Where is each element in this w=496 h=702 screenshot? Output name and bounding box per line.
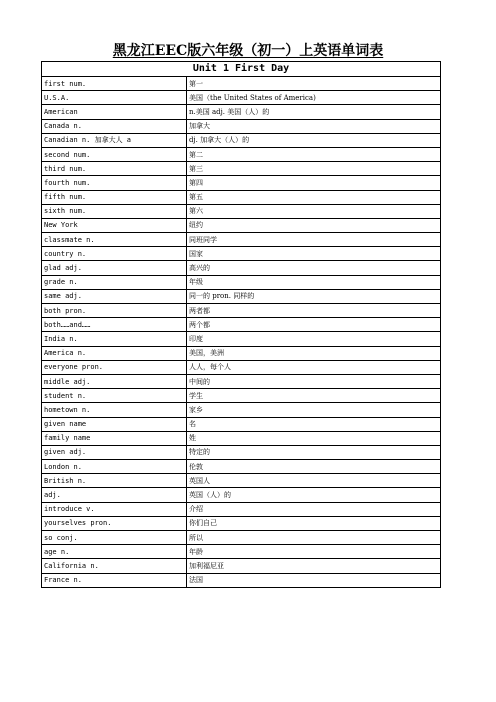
vocab-meaning: 第六 xyxy=(187,204,441,218)
vocab-meaning: 第三 xyxy=(187,162,441,176)
vocab-word: family name xyxy=(42,431,187,445)
vocab-row xyxy=(42,516,441,530)
vocab-word: sixth num. xyxy=(42,204,187,218)
vocab-row xyxy=(42,531,441,545)
vocab-row xyxy=(42,133,441,147)
vocab-meaning: 名 xyxy=(187,417,441,431)
vocab-word: yourselves pron. xyxy=(42,516,187,530)
vocab-word: glad adj. xyxy=(42,261,187,275)
vocab-meaning: 高兴的 xyxy=(187,261,441,275)
vocab-word: France n. xyxy=(42,573,187,587)
vocab-word: second num. xyxy=(42,147,187,161)
vocab-meaning: 两个都 xyxy=(187,318,441,332)
vocab-word: British n. xyxy=(42,474,187,488)
vocabulary-table xyxy=(41,61,441,588)
vocab-word: age n. xyxy=(42,545,187,559)
vocab-row xyxy=(42,389,441,403)
vocab-row xyxy=(42,77,441,91)
vocab-word: student n. xyxy=(42,389,187,403)
vocab-row xyxy=(42,431,441,445)
vocab-row xyxy=(42,573,441,587)
vocab-row xyxy=(42,304,441,318)
vocab-row xyxy=(42,488,441,502)
vocab-word: both pron. xyxy=(42,304,187,318)
vocab-meaning: 人人，每个人 xyxy=(187,360,441,374)
vocab-row xyxy=(42,289,441,303)
vocab-row xyxy=(42,233,441,247)
vocab-row xyxy=(42,360,441,374)
vocab-meaning: 英国人 xyxy=(187,474,441,488)
vocab-row xyxy=(42,218,441,232)
vocab-word: London n. xyxy=(42,460,187,474)
vocab-row xyxy=(42,105,441,119)
vocab-word: grade n. xyxy=(42,275,187,289)
vocab-meaning: 家乡 xyxy=(187,403,441,417)
vocab-word: hometown n. xyxy=(42,403,187,417)
vocab-word: U.S.A. xyxy=(42,91,187,105)
vocab-meaning: 美国，美洲 xyxy=(187,346,441,360)
vocab-meaning: dj. 加拿大（人）的 xyxy=(187,133,441,147)
vocab-word: Canada n. xyxy=(42,119,187,133)
vocab-row xyxy=(42,374,441,388)
vocab-meaning: 伦敦 xyxy=(187,460,441,474)
vocab-word: adj. xyxy=(42,488,187,502)
vocab-row xyxy=(42,403,441,417)
vocab-row xyxy=(42,119,441,133)
vocab-row xyxy=(42,91,441,105)
vocab-meaning: 介绍 xyxy=(187,502,441,516)
vocab-word: America n. xyxy=(42,346,187,360)
vocab-meaning: 纽约 xyxy=(187,218,441,232)
vocabulary-list xyxy=(42,77,441,588)
vocab-row xyxy=(42,204,441,218)
vocab-meaning: 你们自己 xyxy=(187,516,441,530)
vocab-row xyxy=(42,162,441,176)
vocab-word: same adj. xyxy=(42,289,187,303)
vocab-row xyxy=(42,332,441,346)
vocab-meaning: 同一的 pron. 同样的 xyxy=(187,289,441,303)
vocab-word: middle adj. xyxy=(42,374,187,388)
vocab-word: so conj. xyxy=(42,531,187,545)
vocab-word: California n. xyxy=(42,559,187,573)
vocab-word: classmate n. xyxy=(42,233,187,247)
page-title: 黑龙江EEC版六年级（初一）上英语单词表 xyxy=(112,43,384,59)
vocab-word: country n. xyxy=(42,247,187,261)
vocab-meaning: 姓 xyxy=(187,431,441,445)
vocab-row xyxy=(42,261,441,275)
vocab-row xyxy=(42,474,441,488)
vocab-meaning: 第五 xyxy=(187,190,441,204)
vocab-meaning: 国家 xyxy=(187,247,441,261)
vocab-meaning: 所以 xyxy=(187,531,441,545)
vocab-meaning: 英国（人）的 xyxy=(187,488,441,502)
vocab-row xyxy=(42,445,441,459)
vocab-row xyxy=(42,559,441,573)
vocab-word: fourth num. xyxy=(42,176,187,190)
vocab-row xyxy=(42,147,441,161)
vocab-row xyxy=(42,275,441,289)
vocab-meaning: 中间的 xyxy=(187,374,441,388)
vocab-meaning: 学生 xyxy=(187,389,441,403)
vocab-word: Canadian n. 加拿大人 a xyxy=(42,133,187,147)
vocab-meaning: 美国（the United States of America) xyxy=(187,91,441,105)
vocab-meaning: 法国 xyxy=(187,573,441,587)
vocab-row xyxy=(42,190,441,204)
vocab-row xyxy=(42,460,441,474)
vocab-row xyxy=(42,502,441,516)
vocab-row xyxy=(42,346,441,360)
vocab-word: first num. xyxy=(42,77,187,91)
vocab-meaning: 印度 xyxy=(187,332,441,346)
unit-heading: Unit 1 First Day xyxy=(42,62,441,77)
vocab-meaning: 第一 xyxy=(187,77,441,91)
vocab-word: given adj. xyxy=(42,445,187,459)
vocab-meaning: 两者都 xyxy=(187,304,441,318)
vocab-word: fifth num. xyxy=(42,190,187,204)
vocab-meaning: 第四 xyxy=(187,176,441,190)
vocab-meaning: n.美国 adj. 美国（人）的 xyxy=(187,105,441,119)
vocab-meaning: 加拿大 xyxy=(187,119,441,133)
vocab-word: India n. xyxy=(42,332,187,346)
vocab-word: given name xyxy=(42,417,187,431)
vocab-meaning: 第二 xyxy=(187,147,441,161)
vocab-row xyxy=(42,417,441,431)
vocab-word: both……and…… xyxy=(42,318,187,332)
vocab-meaning: 年龄 xyxy=(187,545,441,559)
vocab-row xyxy=(42,176,441,190)
vocab-meaning: 年级 xyxy=(187,275,441,289)
vocab-word: New York xyxy=(42,218,187,232)
vocab-row xyxy=(42,247,441,261)
vocab-row xyxy=(42,545,441,559)
vocab-row xyxy=(42,318,441,332)
unit-heading-row xyxy=(42,62,441,77)
vocab-word: introduce v. xyxy=(42,502,187,516)
vocab-word: third num. xyxy=(42,162,187,176)
vocab-word: everyone pron. xyxy=(42,360,187,374)
vocab-meaning: 加利福尼亚 xyxy=(187,559,441,573)
vocab-meaning: 特定的 xyxy=(187,445,441,459)
vocab-word: American xyxy=(42,105,187,119)
vocab-meaning: 同班同学 xyxy=(187,233,441,247)
